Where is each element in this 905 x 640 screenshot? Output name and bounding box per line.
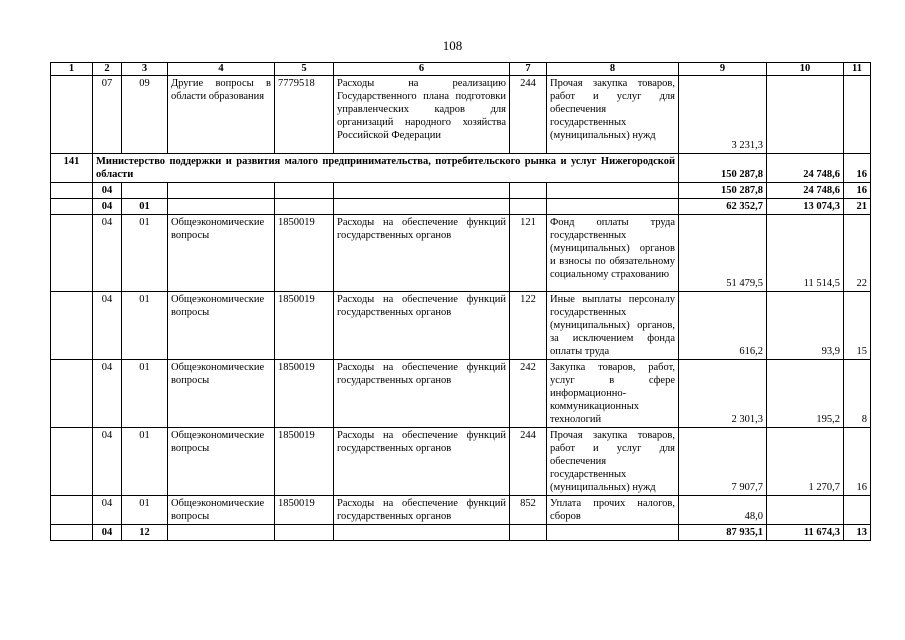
cell-amount-2: 24 748,6 — [767, 154, 844, 183]
subsection-total-row — [51, 199, 871, 215]
cell-amount-2: 195,2 — [767, 360, 844, 428]
cell-amount: 2 301,3 — [679, 360, 767, 428]
cell-section: 04 — [93, 428, 122, 496]
cell-target-article — [275, 199, 334, 215]
cell-target-article — [275, 525, 334, 541]
table-row — [51, 428, 871, 496]
cell-percent: 15 — [844, 292, 871, 360]
cell-section-name: Общеэкономические вопросы — [168, 360, 275, 428]
cell-target-article: 1850019 — [275, 292, 334, 360]
cell-article-name: Расходы на реализацию Государственного плана подготовки управленческих кадров для организаций народного хозяйства Российской Федерации — [334, 76, 510, 154]
cell-section: 04 — [93, 215, 122, 292]
cell-amount-2 — [767, 76, 844, 154]
cell-article-name: Расходы на обеспечение функций государственных органов — [334, 215, 510, 292]
cell-section: 04 — [93, 525, 122, 541]
cell-amount: 150 287,8 — [679, 154, 767, 183]
cell-target-article: 1850019 — [275, 215, 334, 292]
table-row — [51, 76, 871, 154]
cell-section-name: Другие вопросы в области образования — [168, 76, 275, 154]
cell-section: 04 — [93, 360, 122, 428]
cell-article-name: Расходы на обеспечение функций государственных органов — [334, 360, 510, 428]
header-cell: 8 — [547, 63, 679, 76]
cell-amount-2: 24 748,6 — [767, 183, 844, 199]
header-cell: 11 — [844, 63, 871, 76]
cell-target-article: 7779518 — [275, 76, 334, 154]
cell-expense-type: 244 — [510, 428, 547, 496]
cell-amount-2: 93,9 — [767, 292, 844, 360]
cell-amount: 48,0 — [679, 496, 767, 525]
cell-subsection: 01 — [122, 215, 168, 292]
header-cell: 2 — [93, 63, 122, 76]
cell-expense-name — [547, 183, 679, 199]
cell-amount: 51 479,5 — [679, 215, 767, 292]
cell-subsection — [122, 183, 168, 199]
cell-code — [51, 360, 93, 428]
cell-subsection: 01 — [122, 360, 168, 428]
cell-percent: 16 — [844, 428, 871, 496]
cell-expense-type: 122 — [510, 292, 547, 360]
section-total-row — [51, 183, 871, 199]
cell-target-article — [275, 183, 334, 199]
header-cell: 6 — [334, 63, 510, 76]
cell-amount-2: 13 074,3 — [767, 199, 844, 215]
cell-percent: 21 — [844, 199, 871, 215]
cell-code — [51, 292, 93, 360]
cell-article-name: Расходы на обеспечение функций государственных органов — [334, 496, 510, 525]
cell-section: 04 — [93, 199, 122, 215]
cell-article-name: Расходы на обеспечение функций государственных органов — [334, 428, 510, 496]
cell-ministry-name: Министерство поддержки и развития малого предпринимательства, потребительского рынка и услуг Нижегородской области — [93, 154, 679, 183]
subsection-total-row — [51, 525, 871, 541]
header-cell: 7 — [510, 63, 547, 76]
cell-section: 04 — [93, 292, 122, 360]
cell-percent: 8 — [844, 360, 871, 428]
cell-expense-name: Закупка товаров, работ, услуг в сфере информационно-коммуникационных технологий — [547, 360, 679, 428]
cell-target-article: 1850019 — [275, 428, 334, 496]
cell-code — [51, 496, 93, 525]
cell-article-name — [334, 183, 510, 199]
table-row — [51, 360, 871, 428]
cell-section-name: Общеэкономические вопросы — [168, 292, 275, 360]
header-cell: 3 — [122, 63, 168, 76]
cell-percent — [844, 496, 871, 525]
cell-percent: 16 — [844, 154, 871, 183]
cell-article-name: Расходы на обеспечение функций государственных органов — [334, 292, 510, 360]
cell-target-article: 1850019 — [275, 496, 334, 525]
cell-expense-name: Фонд оплаты труда государственных (муниципальных) органов и взносы по обязательному социальному страхованию — [547, 215, 679, 292]
cell-subsection: 09 — [122, 76, 168, 154]
table-row — [51, 496, 871, 525]
cell-amount-2: 11 674,3 — [767, 525, 844, 541]
cell-subsection: 01 — [122, 199, 168, 215]
cell-amount-2 — [767, 496, 844, 525]
cell-section: 04 — [93, 496, 122, 525]
cell-section-name — [168, 199, 275, 215]
cell-subsection: 01 — [122, 292, 168, 360]
cell-expense-name: Прочая закупка товаров, работ и услуг для обеспечения государственных (муниципальных) нужд — [547, 428, 679, 496]
table-row — [51, 292, 871, 360]
cell-section-name: Общеэкономические вопросы — [168, 215, 275, 292]
cell-expense-type: 852 — [510, 496, 547, 525]
cell-expense-name: Иные выплаты персоналу государственных (муниципальных) органов, за исключением фонда оплаты труда — [547, 292, 679, 360]
header-cell: 5 — [275, 63, 334, 76]
cell-amount: 150 287,8 — [679, 183, 767, 199]
cell-expense-name: Прочая закупка товаров, работ и услуг для обеспечения государственных (муниципальных) нужд — [547, 76, 679, 154]
cell-expense-name — [547, 525, 679, 541]
cell-expense-name: Уплата прочих налогов, сборов — [547, 496, 679, 525]
cell-percent — [844, 76, 871, 154]
header-cell: 1 — [51, 63, 93, 76]
cell-section: 07 — [93, 76, 122, 154]
cell-expense-type: 244 — [510, 76, 547, 154]
cell-section-name — [168, 183, 275, 199]
budget-table — [50, 62, 871, 541]
cell-section-name — [168, 525, 275, 541]
cell-subsection: 01 — [122, 496, 168, 525]
cell-expense-type — [510, 525, 547, 541]
cell-amount-2: 1 270,7 — [767, 428, 844, 496]
cell-percent: 22 — [844, 215, 871, 292]
cell-subsection: 12 — [122, 525, 168, 541]
cell-section: 04 — [93, 183, 122, 199]
column-number-row — [51, 63, 871, 76]
cell-amount: 7 907,7 — [679, 428, 767, 496]
cell-expense-type — [510, 183, 547, 199]
cell-code — [51, 215, 93, 292]
header-cell: 4 — [168, 63, 275, 76]
cell-code — [51, 183, 93, 199]
cell-expense-type: 242 — [510, 360, 547, 428]
cell-article-name — [334, 199, 510, 215]
page-number: 108 — [442, 38, 463, 53]
cell-section-name: Общеэкономические вопросы — [168, 428, 275, 496]
cell-code — [51, 525, 93, 541]
cell-amount: 616,2 — [679, 292, 767, 360]
cell-amount-2: 11 514,5 — [767, 215, 844, 292]
ministry-row — [51, 154, 871, 183]
cell-target-article: 1850019 — [275, 360, 334, 428]
cell-expense-type: 121 — [510, 215, 547, 292]
header-cell: 10 — [767, 63, 844, 76]
cell-amount: 87 935,1 — [679, 525, 767, 541]
cell-amount: 3 231,3 — [679, 76, 767, 154]
cell-amount: 62 352,7 — [679, 199, 767, 215]
header-cell: 9 — [679, 63, 767, 76]
cell-article-name — [334, 525, 510, 541]
table-row — [51, 215, 871, 292]
cell-expense-name — [547, 199, 679, 215]
cell-code — [51, 76, 93, 154]
cell-code — [51, 428, 93, 496]
cell-ministry-code: 141 — [51, 154, 93, 183]
cell-percent: 16 — [844, 183, 871, 199]
cell-code — [51, 199, 93, 215]
cell-expense-type — [510, 199, 547, 215]
cell-subsection: 01 — [122, 428, 168, 496]
cell-percent: 13 — [844, 525, 871, 541]
cell-section-name: Общеэкономические вопросы — [168, 496, 275, 525]
